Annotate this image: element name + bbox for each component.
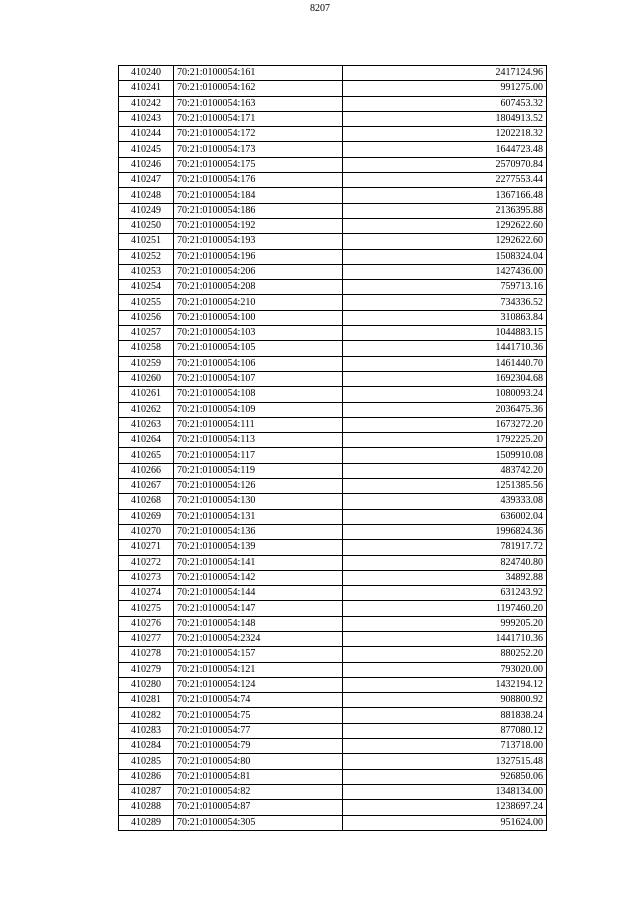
cadastral-value-cell: 483742.20 xyxy=(343,463,547,478)
cadastral-number-cell: 70:21:0100054:196 xyxy=(174,249,343,264)
table-row xyxy=(119,631,547,646)
cadastral-value-cell: 908800.92 xyxy=(343,693,547,708)
row-number-cell: 410282 xyxy=(119,708,174,723)
row-number-cell: 410272 xyxy=(119,555,174,570)
table-row xyxy=(119,173,547,188)
cadastral-value-cell: 793020.00 xyxy=(343,662,547,677)
cadastral-number-cell: 70:21:0100054:74 xyxy=(174,693,343,708)
cadastral-number-cell: 70:21:0100054:121 xyxy=(174,662,343,677)
cadastral-number-cell: 70:21:0100054:117 xyxy=(174,448,343,463)
cadastral-value-cell: 880252.20 xyxy=(343,647,547,662)
cadastral-value-cell: 1197460.20 xyxy=(343,601,547,616)
cadastral-number-cell: 70:21:0100054:119 xyxy=(174,463,343,478)
row-number-cell: 410267 xyxy=(119,479,174,494)
cadastral-value-cell: 310863.84 xyxy=(343,310,547,325)
cadastral-value-cell: 1509910.08 xyxy=(343,448,547,463)
table-row xyxy=(119,662,547,677)
row-number-cell: 410247 xyxy=(119,173,174,188)
table-row xyxy=(119,754,547,769)
row-number-cell: 410258 xyxy=(119,341,174,356)
table-row xyxy=(119,188,547,203)
cadastral-value-cell: 1461440.70 xyxy=(343,356,547,371)
table-row xyxy=(119,326,547,341)
cadastral-value-cell: 1804913.52 xyxy=(343,111,547,126)
table-row xyxy=(119,647,547,662)
table-row xyxy=(119,708,547,723)
cadastral-value-cell: 1432194.12 xyxy=(343,677,547,692)
table-row xyxy=(119,371,547,386)
cadastral-number-cell: 70:21:0100054:172 xyxy=(174,127,343,142)
cadastral-value-cell: 734336.52 xyxy=(343,295,547,310)
row-number-cell: 410270 xyxy=(119,524,174,539)
cadastral-number-cell: 70:21:0100054:103 xyxy=(174,326,343,341)
cadastral-value-cell: 2277553.44 xyxy=(343,173,547,188)
cadastral-value-cell: 1202218.32 xyxy=(343,127,547,142)
row-number-cell: 410271 xyxy=(119,540,174,555)
cadastral-value-cell: 1044883.15 xyxy=(343,326,547,341)
row-number-cell: 410281 xyxy=(119,693,174,708)
cadastral-number-cell: 70:21:0100054:192 xyxy=(174,218,343,233)
row-number-cell: 410262 xyxy=(119,402,174,417)
cadastral-number-cell: 70:21:0100054:163 xyxy=(174,96,343,111)
table-row xyxy=(119,524,547,539)
cadastral-value-cell: 1996824.36 xyxy=(343,524,547,539)
row-number-cell: 410256 xyxy=(119,310,174,325)
table-row xyxy=(119,157,547,172)
table-row xyxy=(119,111,547,126)
table-row xyxy=(119,249,547,264)
row-number-cell: 410276 xyxy=(119,616,174,631)
row-number-cell: 410251 xyxy=(119,234,174,249)
table-row xyxy=(119,586,547,601)
table-row xyxy=(119,463,547,478)
cadastral-number-cell: 70:21:0100054:176 xyxy=(174,173,343,188)
row-number-cell: 410286 xyxy=(119,769,174,784)
cadastral-value-cell: 999205.20 xyxy=(343,616,547,631)
row-number-cell: 410268 xyxy=(119,494,174,509)
cadastral-number-cell: 70:21:0100054:171 xyxy=(174,111,343,126)
cadastral-value-cell: 439333.08 xyxy=(343,494,547,509)
row-number-cell: 410279 xyxy=(119,662,174,677)
row-number-cell: 410288 xyxy=(119,800,174,815)
table-row xyxy=(119,127,547,142)
cadastral-value-cell: 1792225.20 xyxy=(343,433,547,448)
cadastral-number-cell: 70:21:0100054:77 xyxy=(174,723,343,738)
cadastral-number-cell: 70:21:0100054:144 xyxy=(174,586,343,601)
table-row xyxy=(119,540,547,555)
table-row xyxy=(119,693,547,708)
cadastral-number-cell: 70:21:0100054:162 xyxy=(174,81,343,96)
table-row xyxy=(119,570,547,585)
table-row xyxy=(119,310,547,325)
page-number: 8207 xyxy=(310,3,330,14)
cadastral-number-cell: 70:21:0100054:105 xyxy=(174,341,343,356)
cadastral-number-cell: 70:21:0100054:106 xyxy=(174,356,343,371)
cadastral-value-cell: 877080.12 xyxy=(343,723,547,738)
row-number-cell: 410254 xyxy=(119,280,174,295)
cadastral-value-cell: 1292622.60 xyxy=(343,234,547,249)
row-number-cell: 410261 xyxy=(119,387,174,402)
cadastral-number-cell: 70:21:0100054:124 xyxy=(174,677,343,692)
cadastral-value-cell: 2570970.84 xyxy=(343,157,547,172)
table-row xyxy=(119,417,547,432)
cadastral-number-cell: 70:21:0100054:75 xyxy=(174,708,343,723)
cadastral-value-cell: 34892.88 xyxy=(343,570,547,585)
cadastral-number-cell: 70:21:0100054:136 xyxy=(174,524,343,539)
table-row xyxy=(119,402,547,417)
cadastral-value-cell: 951624.00 xyxy=(343,815,547,830)
row-number-cell: 410244 xyxy=(119,127,174,142)
cadastral-number-cell: 70:21:0100054:130 xyxy=(174,494,343,509)
row-number-cell: 410242 xyxy=(119,96,174,111)
cadastral-value-cell: 824740.80 xyxy=(343,555,547,570)
table-row xyxy=(119,81,547,96)
table-row xyxy=(119,616,547,631)
row-number-cell: 410240 xyxy=(119,66,174,81)
cadastral-number-cell: 70:21:0100054:107 xyxy=(174,371,343,386)
row-number-cell: 410285 xyxy=(119,754,174,769)
row-number-cell: 410265 xyxy=(119,448,174,463)
row-number-cell: 410274 xyxy=(119,586,174,601)
cadastral-number-cell: 70:21:0100054:210 xyxy=(174,295,343,310)
cadastral-number-cell: 70:21:0100054:193 xyxy=(174,234,343,249)
table-row xyxy=(119,433,547,448)
row-number-cell: 410252 xyxy=(119,249,174,264)
cadastral-value-cell: 631243.92 xyxy=(343,586,547,601)
row-number-cell: 410259 xyxy=(119,356,174,371)
row-number-cell: 410269 xyxy=(119,509,174,524)
cadastral-value-cell: 2136395.88 xyxy=(343,203,547,218)
cadastral-number-cell: 70:21:0100054:100 xyxy=(174,310,343,325)
cadastral-number-cell: 70:21:0100054:184 xyxy=(174,188,343,203)
table-row xyxy=(119,800,547,815)
cadastral-number-cell: 70:21:0100054:79 xyxy=(174,739,343,754)
table-row xyxy=(119,280,547,295)
cadastral-number-cell: 70:21:0100054:108 xyxy=(174,387,343,402)
table-row xyxy=(119,234,547,249)
table-row xyxy=(119,601,547,616)
table-row xyxy=(119,142,547,157)
table-row xyxy=(119,218,547,233)
row-number-cell: 410284 xyxy=(119,739,174,754)
cadastral-value-cell: 1348134.00 xyxy=(343,784,547,799)
cadastral-value-cell: 881838.24 xyxy=(343,708,547,723)
cadastral-value-cell: 781917.72 xyxy=(343,540,547,555)
cadastral-number-cell: 70:21:0100054:157 xyxy=(174,647,343,662)
cadastral-number-cell: 70:21:0100054:175 xyxy=(174,157,343,172)
row-number-cell: 410283 xyxy=(119,723,174,738)
row-number-cell: 410243 xyxy=(119,111,174,126)
cadastral-number-cell: 70:21:0100054:87 xyxy=(174,800,343,815)
cadastral-value-cell: 1673272.20 xyxy=(343,417,547,432)
cadastral-number-cell: 70:21:0100054:147 xyxy=(174,601,343,616)
row-number-cell: 410260 xyxy=(119,371,174,386)
cadastral-value-cell: 991275.00 xyxy=(343,81,547,96)
table-row xyxy=(119,295,547,310)
row-number-cell: 410289 xyxy=(119,815,174,830)
row-number-cell: 410263 xyxy=(119,417,174,432)
cadastral-number-cell: 70:21:0100054:305 xyxy=(174,815,343,830)
table-row xyxy=(119,264,547,279)
cadastral-value-table xyxy=(118,65,547,831)
cadastral-value-cell: 1692304.68 xyxy=(343,371,547,386)
cadastral-number-cell: 70:21:0100054:142 xyxy=(174,570,343,585)
table-row xyxy=(119,479,547,494)
cadastral-value-cell: 1251385.56 xyxy=(343,479,547,494)
row-number-cell: 410264 xyxy=(119,433,174,448)
cadastral-value-cell: 759713.16 xyxy=(343,280,547,295)
cadastral-number-cell: 70:21:0100054:141 xyxy=(174,555,343,570)
cadastral-value-cell: 1427436.00 xyxy=(343,264,547,279)
cadastral-value-cell: 1441710.36 xyxy=(343,341,547,356)
cadastral-number-cell: 70:21:0100054:186 xyxy=(174,203,343,218)
row-number-cell: 410287 xyxy=(119,784,174,799)
row-number-cell: 410255 xyxy=(119,295,174,310)
row-number-cell: 410275 xyxy=(119,601,174,616)
cadastral-value-cell: 1644723.48 xyxy=(343,142,547,157)
table-row xyxy=(119,739,547,754)
table-row xyxy=(119,723,547,738)
cadastral-number-cell: 70:21:0100054:131 xyxy=(174,509,343,524)
row-number-cell: 410241 xyxy=(119,81,174,96)
cadastral-number-cell: 70:21:0100054:208 xyxy=(174,280,343,295)
cadastral-number-cell: 70:21:0100054:139 xyxy=(174,540,343,555)
row-number-cell: 410280 xyxy=(119,677,174,692)
table-row xyxy=(119,448,547,463)
row-number-cell: 410250 xyxy=(119,218,174,233)
cadastral-number-cell: 70:21:0100054:113 xyxy=(174,433,343,448)
row-number-cell: 410257 xyxy=(119,326,174,341)
table-row xyxy=(119,494,547,509)
row-number-cell: 410277 xyxy=(119,631,174,646)
table-row xyxy=(119,203,547,218)
cadastral-number-cell: 70:21:0100054:80 xyxy=(174,754,343,769)
cadastral-number-cell: 70:21:0100054:161 xyxy=(174,66,343,81)
cadastral-number-cell: 70:21:0100054:81 xyxy=(174,769,343,784)
table-row xyxy=(119,784,547,799)
table-row xyxy=(119,815,547,830)
table-row xyxy=(119,769,547,784)
cadastral-value-cell: 2036475.36 xyxy=(343,402,547,417)
cadastral-value-cell: 1441710.36 xyxy=(343,631,547,646)
row-number-cell: 410273 xyxy=(119,570,174,585)
cadastral-value-cell: 926850.06 xyxy=(343,769,547,784)
cadastral-value-cell: 1327515.48 xyxy=(343,754,547,769)
cadastral-number-cell: 70:21:0100054:109 xyxy=(174,402,343,417)
cadastral-number-cell: 70:21:0100054:82 xyxy=(174,784,343,799)
cadastral-value-cell: 636002.04 xyxy=(343,509,547,524)
cadastral-value-cell: 1367166.48 xyxy=(343,188,547,203)
table-row xyxy=(119,341,547,356)
cadastral-number-cell: 70:21:0100054:148 xyxy=(174,616,343,631)
row-number-cell: 410266 xyxy=(119,463,174,478)
row-number-cell: 410249 xyxy=(119,203,174,218)
cadastral-number-cell: 70:21:0100054:126 xyxy=(174,479,343,494)
cadastral-value-cell: 1238697.24 xyxy=(343,800,547,815)
row-number-cell: 410278 xyxy=(119,647,174,662)
row-number-cell: 410245 xyxy=(119,142,174,157)
row-number-cell: 410248 xyxy=(119,188,174,203)
cadastral-value-cell: 713718.00 xyxy=(343,739,547,754)
cadastral-number-cell: 70:21:0100054:111 xyxy=(174,417,343,432)
table-row xyxy=(119,387,547,402)
row-number-cell: 410246 xyxy=(119,157,174,172)
cadastral-value-cell: 1080093.24 xyxy=(343,387,547,402)
table-row xyxy=(119,555,547,570)
cadastral-number-cell: 70:21:0100054:2324 xyxy=(174,631,343,646)
cadastral-number-cell: 70:21:0100054:206 xyxy=(174,264,343,279)
cadastral-value-cell: 1292622.60 xyxy=(343,218,547,233)
row-number-cell: 410253 xyxy=(119,264,174,279)
cadastral-number-cell: 70:21:0100054:173 xyxy=(174,142,343,157)
table-row xyxy=(119,509,547,524)
table-row xyxy=(119,96,547,111)
cadastral-value-cell: 607453.32 xyxy=(343,96,547,111)
cadastral-value-cell: 1508324.04 xyxy=(343,249,547,264)
cadastral-value-cell: 2417124.96 xyxy=(343,66,547,81)
table-body xyxy=(119,66,547,831)
table-row xyxy=(119,356,547,371)
table-row xyxy=(119,66,547,81)
table-row xyxy=(119,677,547,692)
